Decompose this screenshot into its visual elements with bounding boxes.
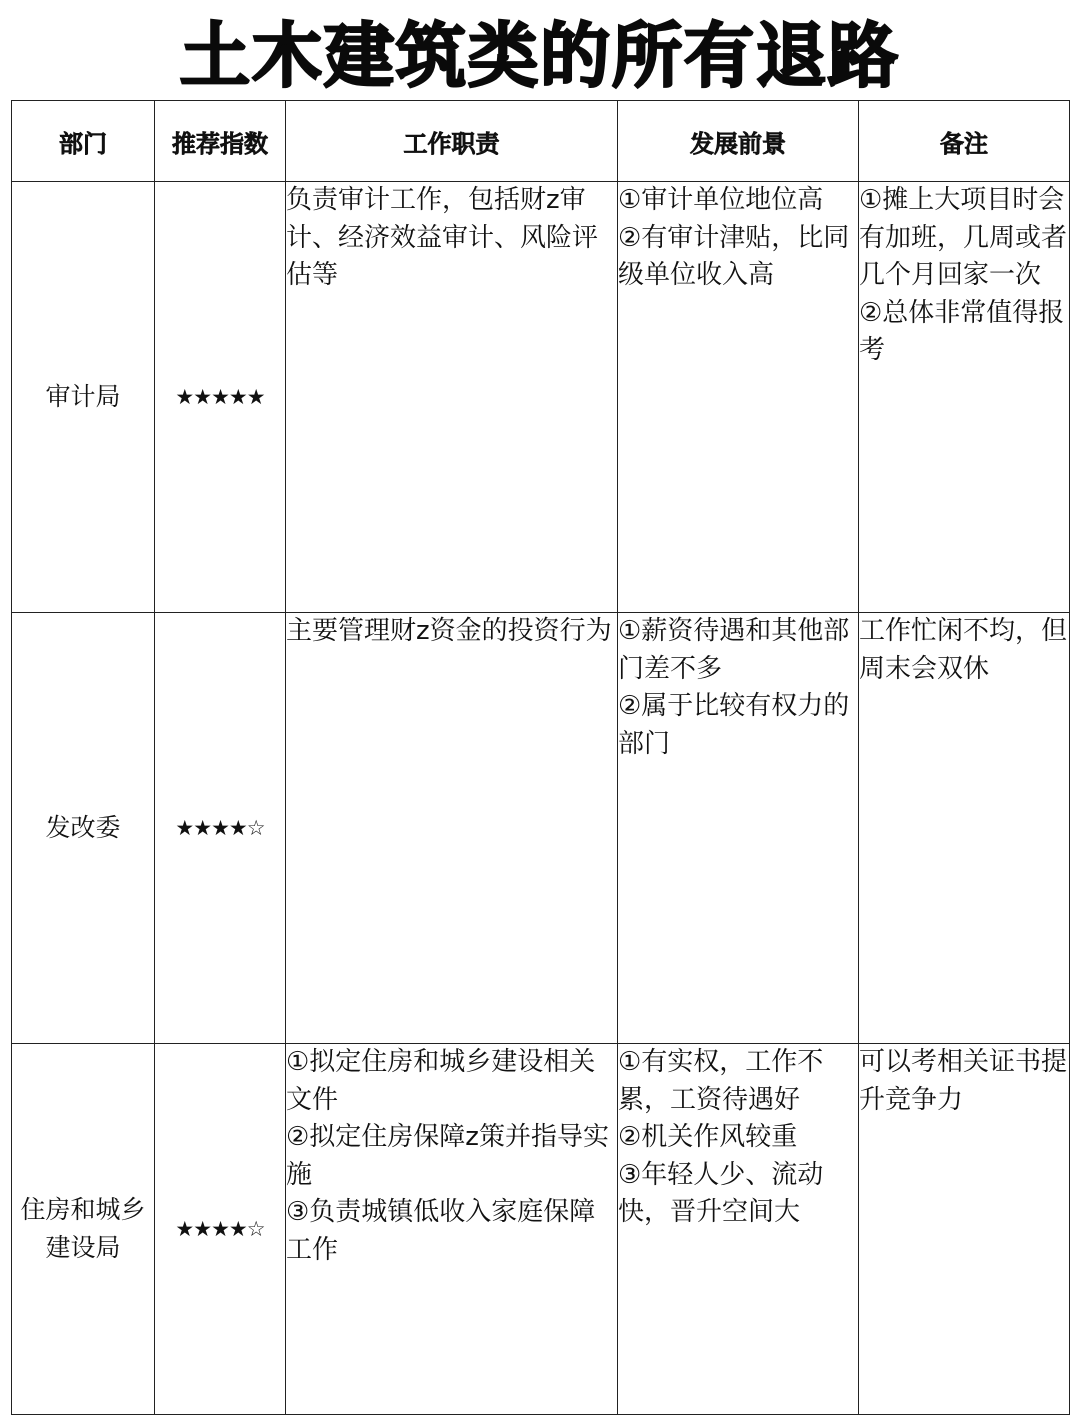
rating-stars: ★★★★☆ [155,613,286,1044]
prospects-line: ①薪资待遇和其他部门差不多 [618,616,850,684]
department-cell: 审计局 [12,182,155,613]
table-row [12,1044,1070,1415]
notes-line: 工作忙闲不均，但周末会双休 [859,616,1068,684]
notes-line: ②总体非常值得报考 [859,297,1065,365]
table-row [12,182,1070,613]
duties-cell [286,613,618,1044]
rating-stars: ★★★★☆ [155,1044,286,1415]
prospects-cell [618,182,859,613]
duties-cell [286,1044,618,1415]
department-label: 住房和城乡建设局 [20,1195,146,1262]
prospects-line: ②有审计津贴，比同级单位收入高 [618,222,850,290]
rating-stars: ★★★★★ [155,182,286,613]
prospects-cell [618,613,859,1044]
prospects-line: ①有实权，工作不累，工资待遇好 [618,1047,824,1115]
header-notes: 备注 [859,101,1070,182]
duties-cell [286,182,618,613]
notes-line: ①摊上大项目时会有加班，几周或者几个月回家一次 [859,185,1068,290]
prospects-line: ②机关作风较重 [618,1122,798,1152]
page-title: 土木建筑类的所有退路 [180,14,900,97]
prospects-line: ③年轻人少、流动快，晋升空间大 [618,1159,824,1227]
header-prospects: 发展前景 [618,101,859,182]
duties-line: 负责审计工作，包括财z审计、经济效益审计、风险评估等 [286,185,599,290]
header-duties: 工作职责 [286,101,618,182]
notes-cell [859,613,1070,1044]
header-department: 部门 [12,101,155,182]
prospects-line: ①审计单位地位高 [618,185,824,215]
duties-line: 主要管理财z资金的投资行为 [286,616,612,646]
notes-cell [859,182,1070,613]
table-row [12,613,1070,1044]
table-header-row [12,101,1070,182]
prospects-cell [618,1044,859,1415]
prospects-line: ②属于比较有权力的部门 [618,691,850,759]
header-rating: 推荐指数 [155,101,286,182]
notes-cell [859,1044,1070,1415]
department-cell: 发改委 [12,613,155,1044]
duties-line: ①拟定住房和城乡建设相关文件 [286,1047,596,1115]
comparison-table [11,100,1070,1415]
department-cell [12,1044,155,1415]
duties-line: ②拟定住房保障z策并指导实施 [286,1122,609,1190]
notes-line: 可以考相关证书提升竞争力 [859,1047,1068,1115]
duties-line: ③负责城镇低收入家庭保障工作 [286,1197,596,1265]
